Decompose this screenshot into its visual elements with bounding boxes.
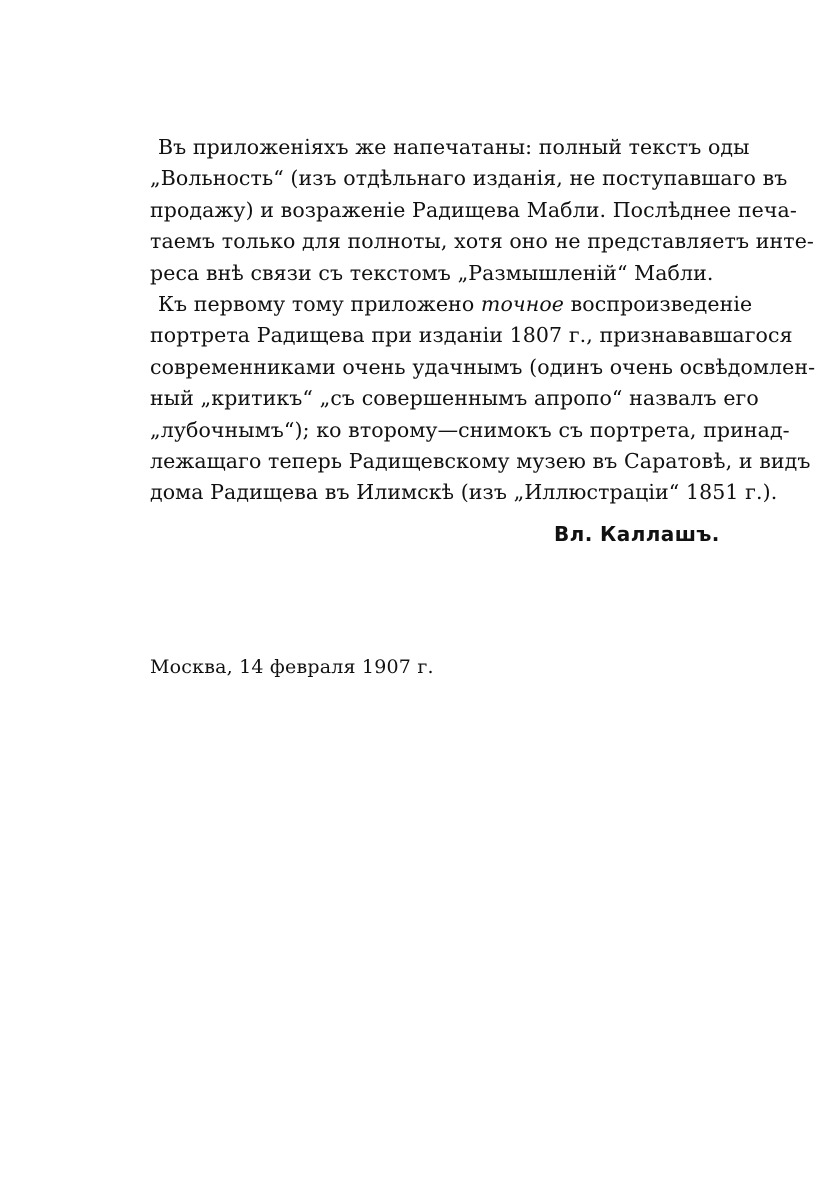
text-fragment: воспроизведеніе (570, 291, 753, 316)
text-fragment: Къ первому тому приложено (158, 291, 475, 316)
text-line: реса внѣ связи съ текстомъ „Размышленій“ Мабли. (150, 260, 714, 285)
text-line: современниками очень удачнымъ (одинъ очень освѣдомлен- (150, 354, 816, 379)
text-line: продажу) и возраженіе Радищева Мабли. Послѣднее печа- (150, 197, 797, 222)
main-text (150, 132, 816, 509)
text-line: дома Радищева въ Илимскѣ (изъ „Иллюстраціи“ 1851 г.). (150, 480, 778, 505)
text-line: лежащаго теперь Радищевскому музею въ Саратовѣ, и видъ (150, 448, 811, 473)
text-line (150, 289, 753, 320)
place-and-date: Москва, 14 февраля 1907 г. (150, 656, 434, 678)
text-line: Въ приложеніяхъ же напечатаны: полный текстъ оды (158, 135, 750, 159)
text-line: портрета Радищева при изданіи 1807 г., признававшагося (150, 323, 793, 348)
text-line: таемъ только для полноты, хотя оно не представляетъ инте- (150, 229, 814, 254)
author-signature: Вл. Каллашъ. (554, 522, 720, 546)
text-line: ный „критикъ“ „съ совершеннымъ апропо“ назвалъ его (150, 386, 759, 411)
italic-word: точное (480, 291, 565, 316)
text-line: „Вольность“ (изъ отдѣльнаго изданія, не поступавшаго въ (150, 166, 788, 191)
text-line: „лубочнымъ“); ко второму—снимокъ съ портрета, принад- (150, 417, 790, 442)
